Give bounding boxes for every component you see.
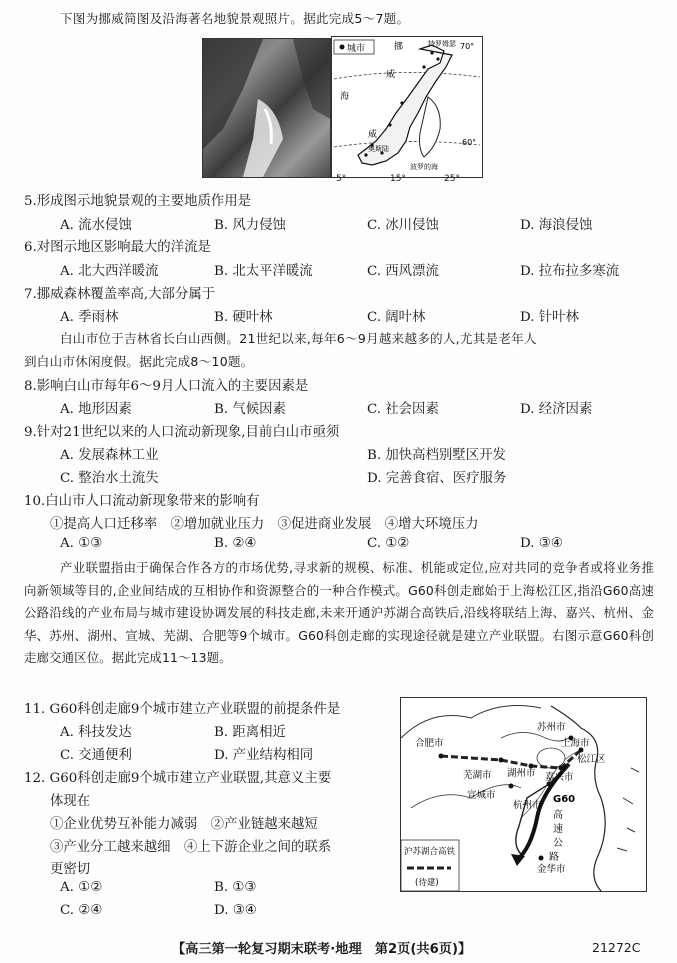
fjord-photo <box>202 38 331 178</box>
question-6-stem: 6.对图示地区影响最大的洋流是 <box>24 240 211 255</box>
q11-option-b[interactable]: B. 距离相近 <box>214 725 286 740</box>
map1-city-top: 特罗姆瑟 <box>428 40 456 48</box>
q10-option-c[interactable]: C. ①② <box>367 536 410 551</box>
q9-option-c[interactable]: C. 整治水土流失 <box>60 471 159 486</box>
q6-option-d[interactable]: D. 拉布拉多寒流 <box>520 264 620 279</box>
q8-option-b[interactable]: B. 气候因素 <box>214 402 286 417</box>
map2-jiaxing: 嘉兴市 <box>545 772 574 783</box>
map1-city-bottom: 奥斯陆 <box>368 145 389 153</box>
question-10-stem: 10.白山市人口流动新现象带来的影响有 <box>24 494 260 509</box>
q12-items-line2: ③产业分工越来越细 ④上下游企业之间的联系 <box>50 840 332 855</box>
map2-hw3: 公 <box>553 838 563 849</box>
map2-hangzhou: 杭州市 <box>513 800 542 811</box>
q12-items-line3: 更密切 <box>50 862 91 877</box>
map2-suzhou: 苏州市 <box>537 722 566 733</box>
q7-option-b[interactable]: B. 硬叶林 <box>214 310 273 325</box>
q5-option-c[interactable]: C. 冰川侵蚀 <box>367 218 439 233</box>
map1-lat70: 70° <box>460 42 475 51</box>
map1-label-wei: 威 <box>386 70 396 80</box>
q8-option-a[interactable]: A. 地形因素 <box>60 402 132 417</box>
question-8-stem: 8.影响白山市每年6～9月人口流入的主要因素是 <box>24 379 309 394</box>
q9-option-d[interactable]: D. 完善食宿、医疗服务 <box>367 471 507 486</box>
q10-items: ①提高人口迁移率 ②增加就业压力 ③促进商业发展 ④增大环境压力 <box>50 517 479 532</box>
intro-passage-8-10-line2: 到白山市休闲度假。据此完成8～10题。 <box>24 354 254 369</box>
map1-label-hai: 海 <box>340 92 350 102</box>
q5-option-a[interactable]: A. 流水侵蚀 <box>60 218 132 233</box>
map1-legend-city: 城市 <box>347 44 366 54</box>
q7-option-d[interactable]: D. 针叶林 <box>520 310 579 325</box>
q8-option-c[interactable]: C. 社会因素 <box>367 402 439 417</box>
intro-passage-11-13: 产业联盟指由于确保合作各方的市场优势,寻求新的规模、标准、机能或定位,应对共同的竞争者或将业务推向新领域等目的,企业间结成的互相协作和资源整合的一种合作模式。G60科创走廊始于上海松江区,指沿G60高速公路沿线的产业布局与城市建设协调发展的科技走廊,未来开通沪苏湖合高铁后,沿线将联结上海、嘉兴、杭州、金华、苏州、湖州、宣城、芜湖、合肥等9个城市。G60科创走廊的实现途径就是建立产业联盟。右图示意G60科创走廊交通区位。据此完成11～13题。 <box>24 560 654 666</box>
intro-passage-5-7: 下图为挪威简图及沿海著名地貌景观照片。据此完成5～7题。 <box>60 11 410 26</box>
q11-option-c[interactable]: C. 交通便利 <box>60 748 132 763</box>
page-footer: 【高三第一轮复习期末联考·地理 第2页(共6页)】 <box>172 942 472 957</box>
q5-option-b[interactable]: B. 风力侵蚀 <box>214 218 286 233</box>
question-12-stem-line1: 12. G60科创走廊9个城市建立产业联盟,其意义主要 <box>24 771 332 786</box>
question-5-stem: 5.形成图示地貌景观的主要地质作用是 <box>24 194 252 209</box>
q12-option-d[interactable]: D. ③④ <box>214 903 257 918</box>
q7-option-c[interactable]: C. 阔叶林 <box>367 310 426 325</box>
q6-option-a[interactable]: A. 北大西洋暖流 <box>60 264 159 279</box>
g60-corridor-map <box>400 697 647 892</box>
q10-option-b[interactable]: B. ②④ <box>214 536 257 551</box>
paper-code: 21272C <box>592 940 641 955</box>
map2-g60: G60 <box>553 794 576 805</box>
q12-option-c[interactable]: C. ②④ <box>60 903 103 918</box>
map2-hw2: 速 <box>553 824 563 835</box>
q7-option-a[interactable]: A. 季雨林 <box>60 310 119 325</box>
map1-lon5: 5° <box>336 174 347 184</box>
question-11-stem: 11. G60科创走廊9个城市建立产业联盟的前提条件是 <box>24 702 341 717</box>
q12-items-line1: ①企业优势互补能力减弱 ②产业链越来越短 <box>50 817 318 832</box>
map1-lat60: 60° <box>462 138 477 147</box>
map2-hw1: 高 <box>553 810 563 821</box>
map1-label-country: 挪 <box>394 42 404 52</box>
q9-option-a[interactable]: A. 发展森林工业 <box>60 448 159 463</box>
map2-legend-line1: 沪苏湖合高铁 <box>404 847 456 857</box>
q6-option-b[interactable]: B. 北太平洋暖流 <box>214 264 313 279</box>
map2-hw4: 路 <box>549 852 559 863</box>
norway-map <box>331 36 483 178</box>
map2-shanghai: 上海市 <box>561 738 590 749</box>
q11-option-a[interactable]: A. 科技发达 <box>60 725 132 740</box>
map2-legend-line2: (待建) <box>415 878 439 888</box>
q10-option-a[interactable]: A. ①③ <box>60 536 103 551</box>
q9-option-b[interactable]: B. 加快高档别墅区开发 <box>367 448 506 463</box>
q6-option-c[interactable]: C. 西风漂流 <box>367 264 439 279</box>
q10-option-d[interactable]: D. ③④ <box>520 536 563 551</box>
q11-option-d[interactable]: D. 产业结构相同 <box>214 748 314 763</box>
question-12-stem-line2: 体现在 <box>50 794 91 809</box>
map2-songjiang: 松江区 <box>577 754 606 765</box>
map2-hefei: 合肥市 <box>415 738 444 749</box>
map1-lon15: 15° <box>390 174 406 184</box>
intro-passage-8-10-line1: 白山市位于吉林省长白山西侧。21世纪以来,每年6～9月越来越多的人,尤其是老年人 <box>60 331 537 346</box>
map2-huzhou: 湖州市 <box>507 768 536 779</box>
question-9-stem: 9.针对21世纪以来的人口流动新现象,目前白山市亟须 <box>24 425 340 440</box>
q8-option-d[interactable]: D. 经济因素 <box>520 402 593 417</box>
map1-label-wei2: 威 <box>368 130 378 140</box>
q5-option-d[interactable]: D. 海浪侵蚀 <box>520 218 593 233</box>
map2-wuhu: 芜湖市 <box>463 770 492 781</box>
q12-option-a[interactable]: A. ①② <box>60 880 103 895</box>
question-7-stem: 7.挪威森林覆盖率高,大部分属于 <box>24 287 216 302</box>
map1-label-sea: 波罗的海 <box>410 163 438 171</box>
map2-xuancheng: 宣城市 <box>467 790 496 801</box>
map1-lon25: 25° <box>444 174 460 184</box>
map2-jinhua: 金华市 <box>537 864 566 875</box>
q12-option-b[interactable]: B. ①③ <box>214 880 257 895</box>
